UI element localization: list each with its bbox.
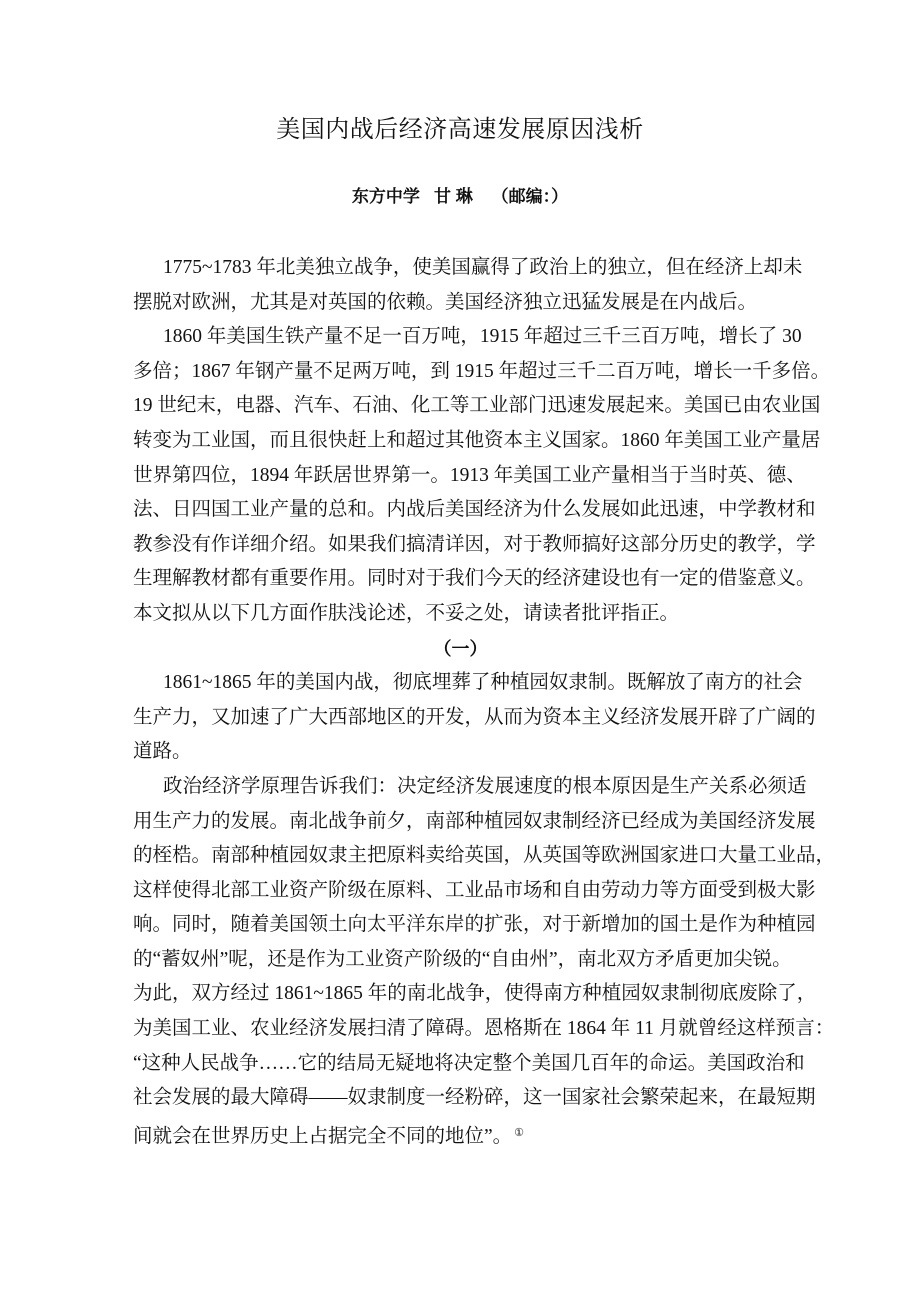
text-line: 间就会在世界历史上占据完全不同的地位”。 ① (133, 1125, 525, 1147)
text-line: 生理解教材都有重要作用。同时对于我们今天的经济建设也有一定的借鉴意义。 (133, 568, 816, 590)
text-line: 1861~1865 年的美国内战，彻底埋葬了种植园奴隶制。既解放了南方的社会 (163, 672, 803, 694)
paragraph (133, 320, 831, 631)
text-line: 政治经济学原理告诉我们：决定经济发展速度的根本原因是生产关系必须适 (163, 775, 807, 797)
text-line: 转变为工业国，而且很快赶上和超过其他资本主义国家。1860 年美国工业产量居 (133, 429, 821, 451)
text-line: 的桎梏。南部种植园奴隶主把原料卖给英国，从英国等欧洲国家进口大量工业品， (133, 845, 836, 867)
text-line: 教参没有作详细介绍。如果我们搞清详因，对于教师搞好这部分历史的教学，学 (133, 533, 816, 555)
footnote-marker[interactable]: ① (514, 1126, 525, 1139)
text-line: 响。同时，随着美国领土向太平洋东岸的扩张，对于新增加的国土是作为种植园 (133, 914, 816, 936)
text-line: 19 世纪末，电器、汽车、石油、化工等工业部门迅速发展起来。美国已由农业国 (133, 395, 821, 417)
text-line: 用生产力的发展。南北战争前夕，南部种植园奴隶制经济已经成为美国经济发展 (133, 810, 816, 832)
text-line: 法、日四国工业产量的总和。内战后美国经济为什么发展如此迅速，中学教材和 (133, 499, 816, 521)
text-line: 为此，双方经过 1861~1865 年的南北战争，使得南方种植园奴隶制彻底废除了， (133, 983, 817, 1005)
paragraph (133, 251, 803, 320)
text-line: 世界第四位，1894 年跃居世界第一。1913 年美国工业产量相当于当时英、德、 (133, 464, 806, 486)
text-line: 生产力，又加速了广大西部地区的开发，从而为资本主义经济发展开辟了广阔的 (133, 706, 816, 728)
text-line: 1860 年美国生铁产量不足一百万吨，1915 年超过三千三百万吨，增长了 30 (163, 326, 802, 348)
text-line: 摆脱对欧洲，尤其是对英国的依赖。美国经济独立迅猛发展是在内战后。 (133, 291, 758, 313)
document-body (133, 251, 836, 1150)
section-heading: （一） (433, 638, 488, 659)
text-line: “这种人民战争……它的结局无疑地将决定整个美国几百年的命运。美国政治和 (133, 1052, 805, 1074)
document-title: 美国内战后经济高速发展原因浅析 (276, 117, 644, 143)
text-line: 社会发展的最大障碍——奴隶制度一经粉碎，这一国家社会繁荣起来，在最短期 (133, 1087, 816, 1109)
text-line: 1775~1783 年北美独立战争，使美国赢得了政治上的独立，但在经济上却未 (163, 257, 803, 278)
text-line: 本文拟从以下几方面作肤浅论述，不妥之处，请读者批评指正。 (133, 602, 680, 624)
text-line: 这样使得北部工业资产阶级在原料、工业品市场和自由劳动力等方面受到极大影 (133, 879, 816, 901)
paragraph (133, 666, 816, 770)
author-line: 东方中学 甘 琳 （邮编：） (351, 187, 569, 206)
text-line: 多倍；1867 年钢产量不足两万吨，到 1915 年超过三千二百万吨，增长一千多倍。 (133, 360, 831, 382)
text-line: 道路。 (133, 741, 192, 763)
paragraph (133, 770, 836, 1151)
text-line: 的“蓄奴州”呢，还是作为工业资产阶级的“自由州”，南北双方矛盾更加尖锐。 (133, 948, 792, 970)
text-line: 为美国工业、农业经济发展扫清了障碍。恩格斯在 1864 年 11 月就曾经这样预言： (133, 1018, 835, 1040)
